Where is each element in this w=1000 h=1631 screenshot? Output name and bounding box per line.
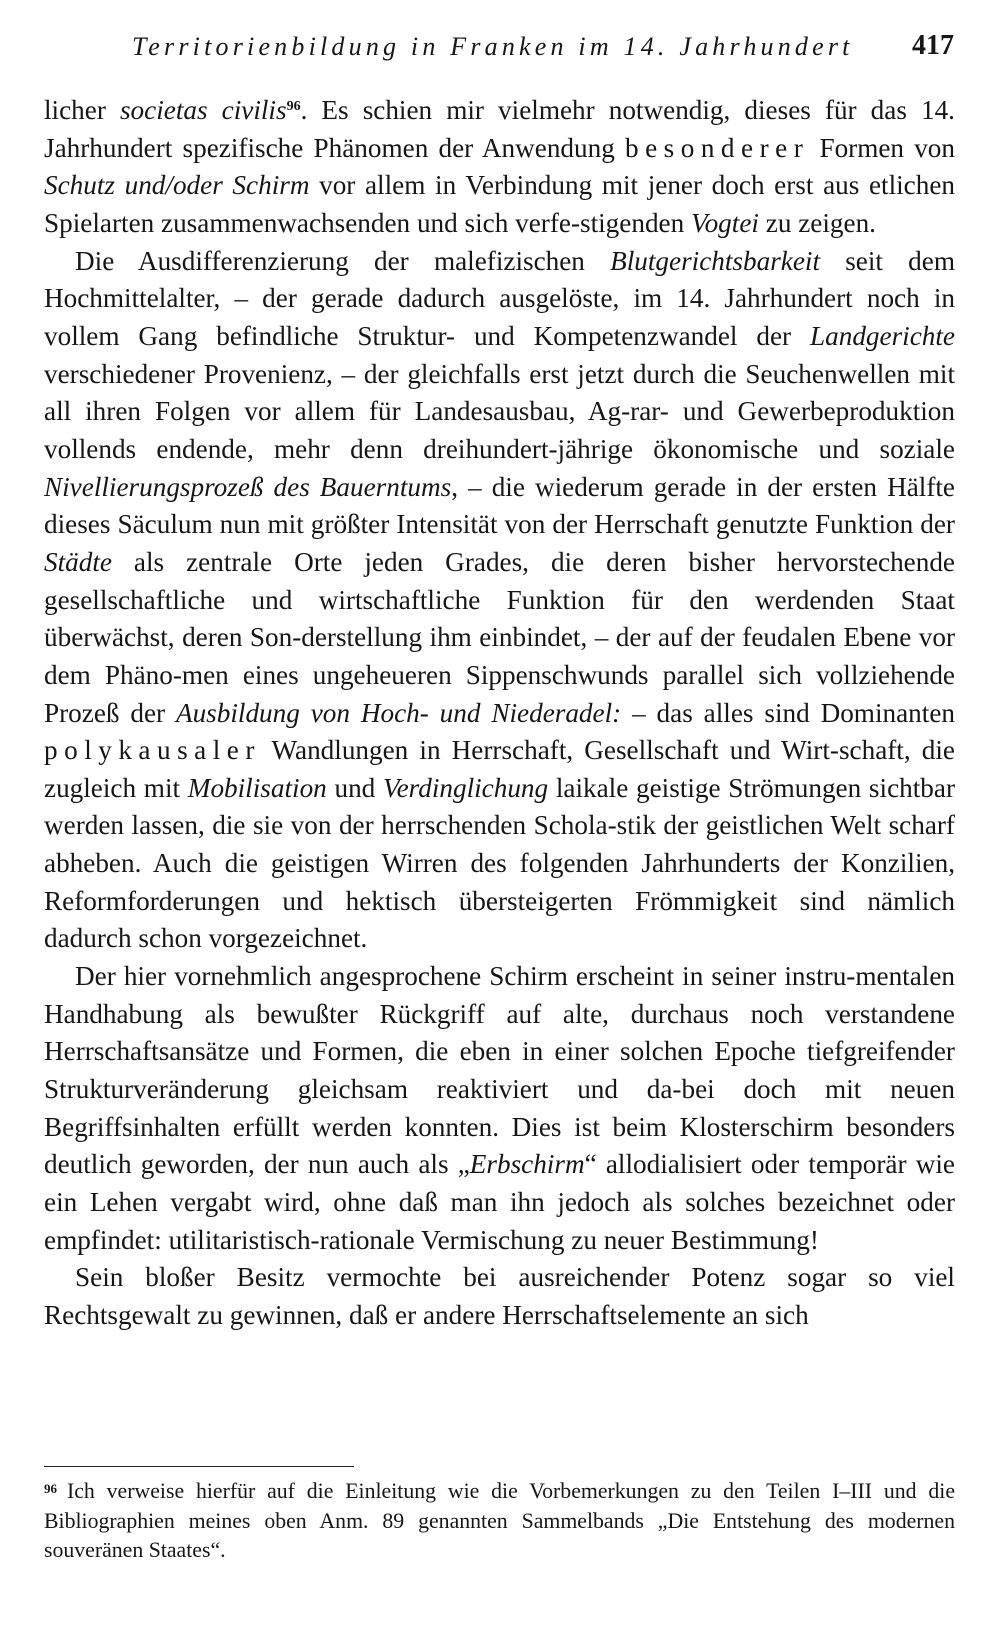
footnote-divider: [44, 1466, 354, 1467]
footnote-text: Ich verweise hierfür auf die Einleitung wie die Vorbemerkungen zu den Teilen I–III und die Bibliographien meines oben Anm. 89 genannten Sammelbands „Die Entstehung des modernen souveränen Staates“.: [44, 1479, 955, 1562]
footnote-96: [44, 1474, 955, 1566]
italic-term: Städte: [44, 546, 112, 577]
text-run: licher: [44, 95, 120, 125]
text-run: und: [326, 772, 383, 803]
text-run: “ allodialisiert oder temporär wie ein Lehen vergabt wird, ohne daß man ihn jedoch als solches bezeichnet oder empfindet: utilitaristisch-rationale Vermischung zu neuer Bestimmung!: [44, 1149, 955, 1255]
text-run: zu zeigen.: [758, 207, 876, 238]
text-run: laikale geistige Strömungen sichtbar werden lassen, die sie von der herrschenden Schola-stik der geistlichen Welt scharf abheben. Auch die geistigen Wirren des folgenden Jahrhunderts der Konzilien, Reformforderungen und hektisch übersteigerten Frömmigkeit sind nämlich dadurch schon vorgezeichnet.: [44, 772, 955, 954]
footnote-reference: 96: [286, 99, 301, 114]
italic-term: societas civilis: [119, 95, 287, 125]
text-run: , – die wiederum gerade in der ersten Hälfte dieses Säculum nun mit größter Intensität von der Herrschaft genutzte Funktion der: [44, 471, 955, 540]
page-number: 417: [912, 30, 954, 61]
italic-term: Landgerichte: [810, 320, 955, 351]
paragraph-3: [44, 958, 955, 1259]
text-run: als zentrale Orte jeden Grades, die deren bisher hervorstechende gesellschaftliche und wirtschaftliche Funktion für den werdenden Staat überwächst, deren Son-derstellung ihm einbindet, – der auf der feudalen Ebene vor dem Phäno-men eines ungeheueren Sippenschwunds parallel sich vollziehende Prozeß der: [44, 546, 955, 728]
text-run: – das alles sind Dominanten: [621, 697, 955, 728]
italic-term: Verdinglichung: [383, 772, 549, 803]
spaced-emphasis: besonderer: [624, 132, 810, 163]
paragraph-1: [44, 92, 955, 243]
italic-term: Vogtei: [691, 207, 759, 238]
text-run: vor allem in Verbindung mit jener doch erst aus etlichen Spielarten zusammenwachsenden und sich verfe-stigenden: [44, 170, 955, 238]
text-run: Der hier vornehmlich angesprochene Schirm erscheint in seiner instru-mentalen Handhabung als bewußter Rückgriff auf alte, durchaus noch verstandene Herrschaftsansätze und Formen, die eben in einer solchen Epoche tiefgreifender Strukturveränderung gleichsam reaktiviert und da-bei doch mit neuen Begriffsinhalten erfüllt werden konnten. Dies ist beim Klosterschirm besonders deutlich geworden, der nun auch als „: [44, 961, 955, 1180]
paragraph-2: [44, 243, 955, 958]
text-run: . Es schien mir vielmehr notwendig, dieses für das 14. Jahrhundert spezifische Phänomen der Anwendung: [44, 95, 955, 163]
italic-term: Nivellierungsprozeß des Bauerntums: [44, 471, 452, 502]
italic-term: Schutz und/oder Schirm: [44, 170, 310, 201]
footnotes: [44, 1474, 955, 1566]
italic-term: Mobilisation: [187, 772, 327, 803]
text-run: seit dem Hochmittelalter, – der gerade dadurch ausgelöste, im 14. Jahrhundert noch in vollem Gang befindliche Struktur- und Kompetenzwandel der: [44, 245, 955, 351]
italic-term: Blutgerichtsbarkeit: [610, 245, 821, 276]
text-run: verschiedener Provenienz, – der gleichfalls erst jetzt durch die Seuchenwellen mit all ihren Folgen vor allem für Landesausbau, Ag-rar- und Gewerbeproduktion vollends endende, mehr denn dreihundert-jährige ökonomische und soziale: [44, 358, 955, 464]
text-run: Die Ausdifferenzierung der malefizischen: [75, 245, 611, 276]
body-text: [44, 92, 955, 1335]
paragraph-4: [44, 1259, 955, 1334]
italic-term: Ausbildung von Hoch- und Niederadel:: [175, 697, 622, 728]
spaced-emphasis: polykausaler: [44, 735, 261, 766]
italic-term: Erbschirm: [469, 1149, 585, 1180]
page-header: [44, 22, 954, 70]
text-run: Formen von: [809, 132, 955, 163]
text-run: Wandlungen in Herrschaft, Gesellschaft und Wirt-schaft, die zugleich mit: [44, 735, 955, 803]
text-run: Sein bloßer Besitz vermochte bei ausreichender Potenz sogar so viel Rechtsgewalt zu gewinnen, daß er andere Herrschaftselemente an sich: [44, 1262, 955, 1330]
footnote-number: 96: [44, 1481, 57, 1496]
running-title: Territorienbildung in Franken im 14. Jahrhundert: [132, 32, 854, 61]
